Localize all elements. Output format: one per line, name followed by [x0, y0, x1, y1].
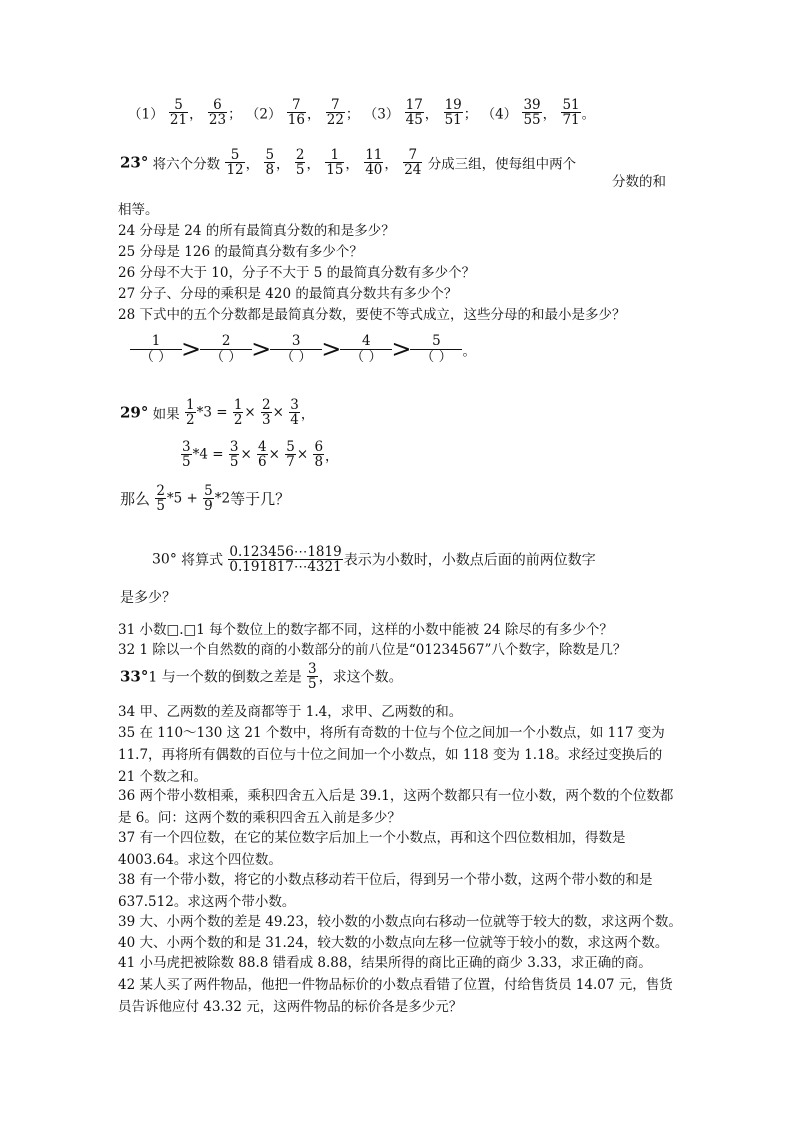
q22-row: （1） $\frac{5}{21}$ ， $\frac{6}{23}$ ； （2） $\frac{7}{16}$ ， $\frac{7}{22}$ ； （3） $\frac{17}{45}$ ， $\frac{19}{51}$ ； （4） $\frac{39}{55}$ ， $\frac{51}{71}$ 。: [128, 97, 596, 129]
question-25: 25 分母是 126 的最简真分数有多少个？: [118, 244, 363, 260]
fraction: $\frac{19}{51}$: [444, 97, 462, 129]
fraction: $\frac{7}{22}$: [326, 97, 344, 129]
question-27: 27 分子、分母的乘积是 420 的最简真分数共有多少个？: [118, 286, 458, 302]
question-39: 39 大、小两个数的差是 49.23，较小数的小数点向右移动一位就等于较大的数，求这两个数。: [118, 914, 682, 930]
fraction: $\frac{2}{5}$: [295, 147, 305, 179]
blank-fraction[interactable]: $\frac{4}{( )}$: [340, 334, 392, 365]
q29-row3: 那么 $\frac{2}{5}$ *5 + $\frac{5}{9}$ *2等于几？: [120, 483, 291, 515]
question-number: 33°: [120, 667, 149, 686]
fraction: $\frac{0.123456\cdots 1819}{0.191817\cdots 4321}$: [229, 544, 342, 576]
fraction: $\frac{3}{4}$: [290, 397, 299, 429]
question-38: 38 有一个带小数，将它的小数点移动若干位后，得到另一个带小数，这两个带小数的和是 637.512。求这两个带小数。: [118, 872, 653, 910]
q22-g4-label: （4）: [481, 106, 518, 123]
fraction: $\frac{5}{7}$: [286, 439, 295, 471]
question-42: 42 某人买了两件物品，他把一件物品标价的小数点看错了位置，付给售货员 14.07 元，售货员告诉他应付 43.32 元，这两件物品的标价各是多少元？: [118, 977, 673, 1015]
fraction: $\frac{7}{16}$: [287, 97, 305, 129]
fraction: $\frac{2}{3}$: [262, 397, 271, 429]
question-41: 41 小马虎把被除数 88.8 错看成 8.88，结果所得的商比正确的商少 3.33，求正确的商。: [118, 955, 652, 971]
fraction: $\frac{5}{12}$: [226, 147, 244, 179]
fraction: $\frac{51}{71}$: [562, 97, 580, 129]
q23-cont: 相等。: [118, 202, 159, 218]
blank-fraction[interactable]: $\frac{5}{( )}$: [410, 334, 462, 365]
q29-row1: 29° 如果 $\frac{1}{2}$ *3 = $\frac{1}{2}$ × $\frac{2}{3}$ × $\frac{3}{4}$ ，: [120, 397, 315, 429]
q22-g2-label: （2）: [245, 106, 282, 123]
q29-row2: $\frac{3}{5}$ *4 = $\frac{3}{5}$ × $\frac{4}{6}$ × $\frac{5}{7}$ × $\frac{6}{8}$ ，: [182, 439, 339, 471]
q22-g1-label: （1）: [128, 106, 164, 123]
fraction: $\frac{3}{5}$: [308, 661, 317, 693]
blank-fraction[interactable]: $\frac{1}{( )}$: [130, 334, 182, 365]
question-number: 23°: [120, 153, 149, 172]
q22-g3-label: （3）: [363, 106, 400, 123]
fraction: $\frac{1}{15}$: [326, 147, 344, 179]
fraction: $\frac{5}{21}$: [169, 97, 188, 129]
question-26: 26 分母不大于 10，分子不大于 5 的最简真分数有多少个？: [118, 265, 476, 281]
fraction: $\frac{2}{5}$: [156, 483, 165, 515]
question-36: 36 两个带小数相乘，乘积四舍五入后是 39.1，这两个数都只有一位小数，两个数的个位数都是 6。问：这两个数的乘积四舍五入前是多少？: [118, 788, 674, 826]
q30-cont: 是多少？: [120, 590, 176, 606]
q33-row: 33°1 与一个数的倒数之差是 $\frac{3}{5}$ ，求这个数。: [120, 661, 403, 693]
q23-tail: 分数的和: [612, 174, 666, 190]
blank-fraction[interactable]: $\frac{3}{( )}$: [270, 334, 322, 365]
question-35: 35 在 110～130 这 21 个数中，将所有奇数的十位与个位之间加一个小数点，如 117 变为 11.7，再将所有偶数的百位与十位之间加一个小数点，如 118 变为 1.18。求经过变换后的 21 个数之和。: [118, 725, 665, 785]
fraction: $\frac{7}{24}$: [404, 147, 422, 179]
q28-inequality: $\frac{1}{( )}$ > $\frac{2}{( )}$ > $\frac{3}{( )}$ > $\frac{4}{( )}$ > $\frac{5}{( )}$ 。: [130, 334, 476, 365]
question-31: 31 小数□.□1 每个数位上的数字都不同，这样的小数中能被 24 除尽的有多少个？: [118, 622, 613, 638]
fraction: $\frac{4}{6}$: [258, 439, 267, 471]
fraction: $\frac{39}{55}$: [523, 97, 541, 129]
question-40: 40 大、小两个数的和是 31.24，较大数的小数点向左移一位就等于较小的数，求这两个数。: [118, 935, 669, 951]
fraction: $\frac{5}{8}$: [265, 147, 275, 179]
question-32: 32 1 除以一个自然数的商的小数部分的前八位是“01234567”八个数字，除数是几？: [118, 642, 627, 658]
fraction: $\frac{11}{40}$: [365, 147, 383, 179]
fraction: $\frac{17}{45}$: [405, 97, 423, 129]
fraction: $\frac{6}{23}$: [208, 97, 227, 129]
fraction: $\frac{5}{9}$: [204, 483, 213, 515]
fraction: $\frac{3}{5}$: [229, 439, 239, 471]
question-28: 28 下式中的五个分数都是最简真分数，要使不等式成立，这些分母的和最小是多少？: [118, 307, 626, 323]
question-number: 29°: [120, 403, 149, 422]
fraction: $\frac{6}{8}$: [314, 439, 324, 471]
question-34: 34 甲、乙两数的差及商都等于 1.4，求甲、乙两数的和。: [118, 704, 463, 720]
fraction: $\frac{1}{2}$: [185, 397, 195, 429]
q23-row: 23° 将六个分数 $\frac{5}{12}$ ， $\frac{5}{8}$ ， $\frac{2}{5}$ ， $\frac{1}{15}$ ， $\frac{11}{40}$ ， $\frac{7}{24}$ 分成三组，使每组中两个: [120, 147, 577, 179]
q23-prefix: 将六个分数: [152, 156, 221, 173]
question-number: 30°: [152, 551, 177, 568]
q30-row: 30° 将算式 $\frac{0.123456\cdots 1819}{0.191817\cdots 4321}$ 表示为小数时，小数点后面的前两位数字: [152, 544, 596, 576]
fraction: $\frac{3}{5}$: [182, 439, 191, 471]
blank-fraction[interactable]: $\frac{2}{( )}$: [200, 334, 252, 365]
fraction: $\frac{1}{2}$: [233, 397, 243, 429]
question-24: 24 分母是 24 的所有最简真分数的和是多少？: [118, 223, 395, 239]
q23-suffix: 分成三组，使每组中两个: [427, 156, 577, 173]
question-37: 37 有一个四位数，在它的某位数字后加上一个小数点，再和这个四位数相加，得数是 4003.64。求这个四位数。: [118, 830, 626, 868]
